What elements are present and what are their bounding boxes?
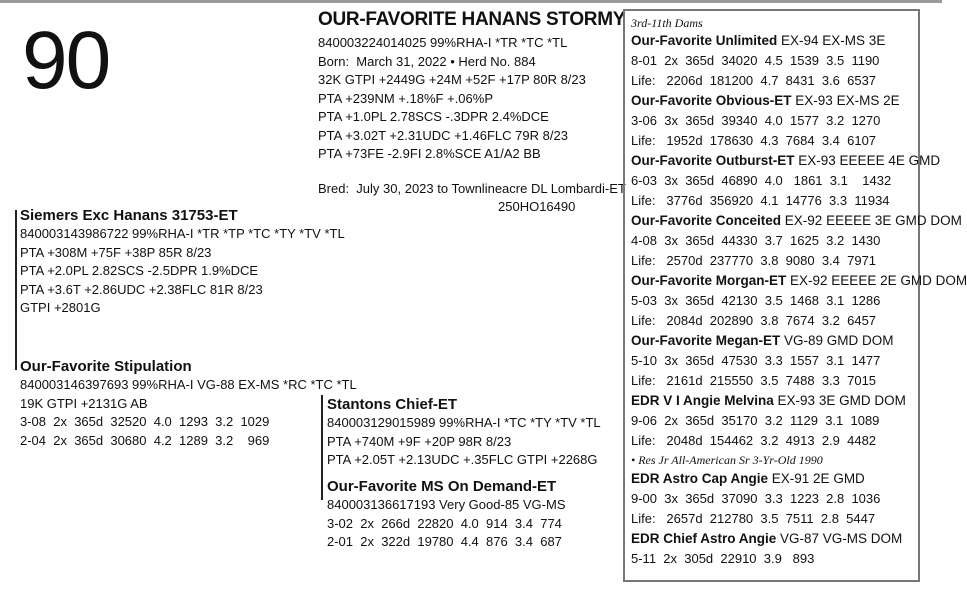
bred-info: Bred: July 30, 2023 to Townlineacre DL Lombardi-ET [318, 180, 626, 196]
dam-sire-line: 840003129015989 99%RHA-I *TC *TY *TV *TL [327, 415, 601, 430]
dam-entry-name: EDR Astro Cap Angie [631, 471, 769, 486]
dam-entry-lifetime: Life: 3776d 356920 4.1 14776 3.3 11934 [631, 193, 890, 208]
granddam-name: Our-Favorite MS On Demand-ET [327, 478, 557, 495]
dam-entry-lifetime: Life: 2570d 237770 3.8 9080 3.4 7971 [631, 253, 877, 268]
animal-line: Born: March 31, 2022 • Herd No. 884 [318, 53, 536, 69]
dam-entry-name: Our-Favorite Morgan-ET [631, 273, 787, 288]
dam-line: 840003146397693 99%RHA-I VG-88 EX-MS *RC *TC *TL [20, 377, 357, 392]
dam-line: 19K GTPI +2131G AB [20, 395, 148, 411]
dam-entry-class: VG-89 GMD DOM [784, 333, 894, 348]
granddam-block [327, 477, 566, 552]
sire-block [20, 206, 345, 318]
dam-sire-name: Stantons Chief-ET [327, 396, 457, 413]
dam-entry-name: Our-Favorite Obvious-ET [631, 93, 792, 108]
dam-entry-lifetime: Life: 2048d 154462 3.2 4913 2.9 4482 [631, 433, 877, 448]
dam-entry [631, 151, 967, 211]
dam-entry-name: EDR Chief Astro Angie [631, 531, 777, 546]
dam-entry-lifetime: Life: 2161d 215550 3.5 7488 3.3 7015 [631, 373, 877, 388]
dam-entry [631, 331, 967, 391]
dam-entry-class: VG-87 VG-MS DOM [780, 531, 903, 546]
dam-entry-record: 4-08 3x 365d 44330 3.7 1625 3.2 1430 [631, 233, 881, 248]
dam-entry-class: EX-92 EEEEE 2E GMD DOM [790, 273, 967, 288]
bred-code: 250HO16490 [498, 199, 576, 214]
sire-line: 840003143986722 99%RHA-I *TR *TP *TC *TY *TV *TL [20, 226, 345, 241]
dam-entry-lifetime: Life: 2206d 181200 4.7 8431 3.6 6537 [631, 73, 877, 88]
dam-entry-class: EX-93 3E GMD DOM [777, 393, 906, 408]
dam-entry-class: EX-93 EEEEE 4E GMD [798, 153, 941, 168]
pedigree-bracket [15, 210, 17, 370]
dam-entry-class: EX-92 EEEEE 3E GMD DOM [784, 213, 962, 228]
dam-entry-name: Our-Favorite Unlimited [631, 33, 778, 48]
dam-entry [631, 469, 967, 529]
dam-entry-lifetime: Life: 2084d 202890 3.8 7674 3.2 6457 [631, 313, 877, 328]
dam-entry-record: 5-11 2x 305d 22910 3.9 893 [631, 551, 815, 566]
dam-entry [631, 529, 967, 569]
dam-entry [631, 391, 967, 469]
dam-entry [631, 211, 967, 271]
dam-entry-record: 5-03 3x 365d 42130 3.5 1468 3.1 1286 [631, 293, 881, 308]
dam-entry-record: 5-10 3x 365d 47530 3.3 1557 3.1 1477 [631, 353, 881, 368]
dam-entry-name: Our-Favorite Conceited [631, 213, 782, 228]
animal-name: OUR-FAVORITE HANANS STORMY [318, 9, 626, 30]
dam-line: 3-08 2x 365d 32520 4.0 1293 3.2 1029 [20, 414, 270, 429]
dam-entry-record: 9-00 3x 365d 37090 3.3 1223 2.8 1036 [631, 491, 881, 506]
sire-name: Siemers Exc Hanans 31753-ET [20, 207, 238, 224]
dam-entry-name: Our-Favorite Megan-ET [631, 333, 781, 348]
animal-line: PTA +1.0PL 2.78SCS -.3DPR 2.4%DCE [318, 109, 549, 124]
granddam-line: 3-02 2x 266d 22820 4.0 914 3.4 774 [327, 515, 562, 531]
top-border [0, 0, 942, 3]
dam-block [20, 357, 357, 450]
dam-entry [631, 91, 967, 151]
dam-line: 2-04 2x 365d 30680 4.2 1289 3.2 969 [20, 432, 270, 448]
dams-panel [623, 9, 967, 582]
dam-entry-lifetime: Life: 2657d 212780 3.5 7511 2.8 5447 [631, 511, 876, 526]
dam-entry [631, 31, 967, 91]
dam-name: Our-Favorite Stipulation [20, 358, 192, 375]
dam-sire-block [327, 395, 601, 470]
lot-number: 90 [22, 15, 110, 106]
dam-entry-class: EX-94 EX-MS 3E [781, 33, 886, 48]
dam-entry-record: 3-06 3x 365d 39340 4.0 1577 3.2 1270 [631, 113, 881, 128]
sire-line: PTA +308M +75F +38P 85R 8/23 [20, 244, 212, 260]
dam-entry-record: 9-06 2x 365d 35170 3.2 1129 3.1 1089 [631, 413, 880, 428]
animal-line: PTA +239NM +.18%F +.06%P [318, 90, 493, 106]
dam-entry-lifetime: Life: 1952d 178630 4.3 7684 3.4 6107 [631, 133, 877, 148]
dam-bracket [321, 395, 323, 500]
sire-line: GTPI +2801G [20, 300, 101, 315]
dam-entry [631, 271, 967, 331]
sire-line: PTA +3.6T +2.86UDC +2.38FLC 81R 8/23 [20, 281, 263, 297]
dam-entry-record: 6-03 3x 365d 46890 4.0 1861 3.1 1432 [631, 173, 892, 188]
dam-entry-class: EX-93 EX-MS 2E [795, 93, 900, 108]
animal-block [318, 9, 626, 217]
dams-heading: 3rd-11th Dams [631, 16, 703, 30]
dam-sire-line: PTA +740M +9F +20P 98R 8/23 [327, 433, 512, 449]
dam-entry-record: 8-01 2x 365d 34020 4.5 1539 3.5 1190 [631, 53, 880, 68]
animal-line: PTA +73FE -2.9FI 2.8%SCE A1/A2 BB [318, 146, 541, 161]
sire-line: PTA +2.0PL 2.82SCS -2.5DPR 1.9%DCE [20, 263, 259, 278]
granddam-line: 840003136617193 Very Good-85 VG-MS [327, 497, 566, 512]
animal-line: 32K GTPI +2449G +24M +52F +17P 80R 8/23 [318, 72, 586, 87]
animal-line: 840003224014025 99%RHA-I *TR *TC *TL [318, 35, 568, 50]
dam-entry-class: EX-91 2E GMD [771, 471, 865, 486]
dam-sire-line: PTA +2.05T +2.13UDC +.35FLC GTPI +2268G [327, 452, 598, 467]
dam-entry-note: • Res Jr All-American Sr 3-Yr-Old 1990 [631, 453, 823, 467]
animal-line: PTA +3.02T +2.31UDC +1.46FLC 79R 8/23 [318, 127, 568, 143]
dam-entry-name: EDR V I Angie Melvina [631, 393, 774, 408]
dam-entry-name: Our-Favorite Outburst-ET [631, 153, 795, 168]
granddam-line: 2-01 2x 322d 19780 4.4 876 3.4 687 [327, 534, 562, 549]
